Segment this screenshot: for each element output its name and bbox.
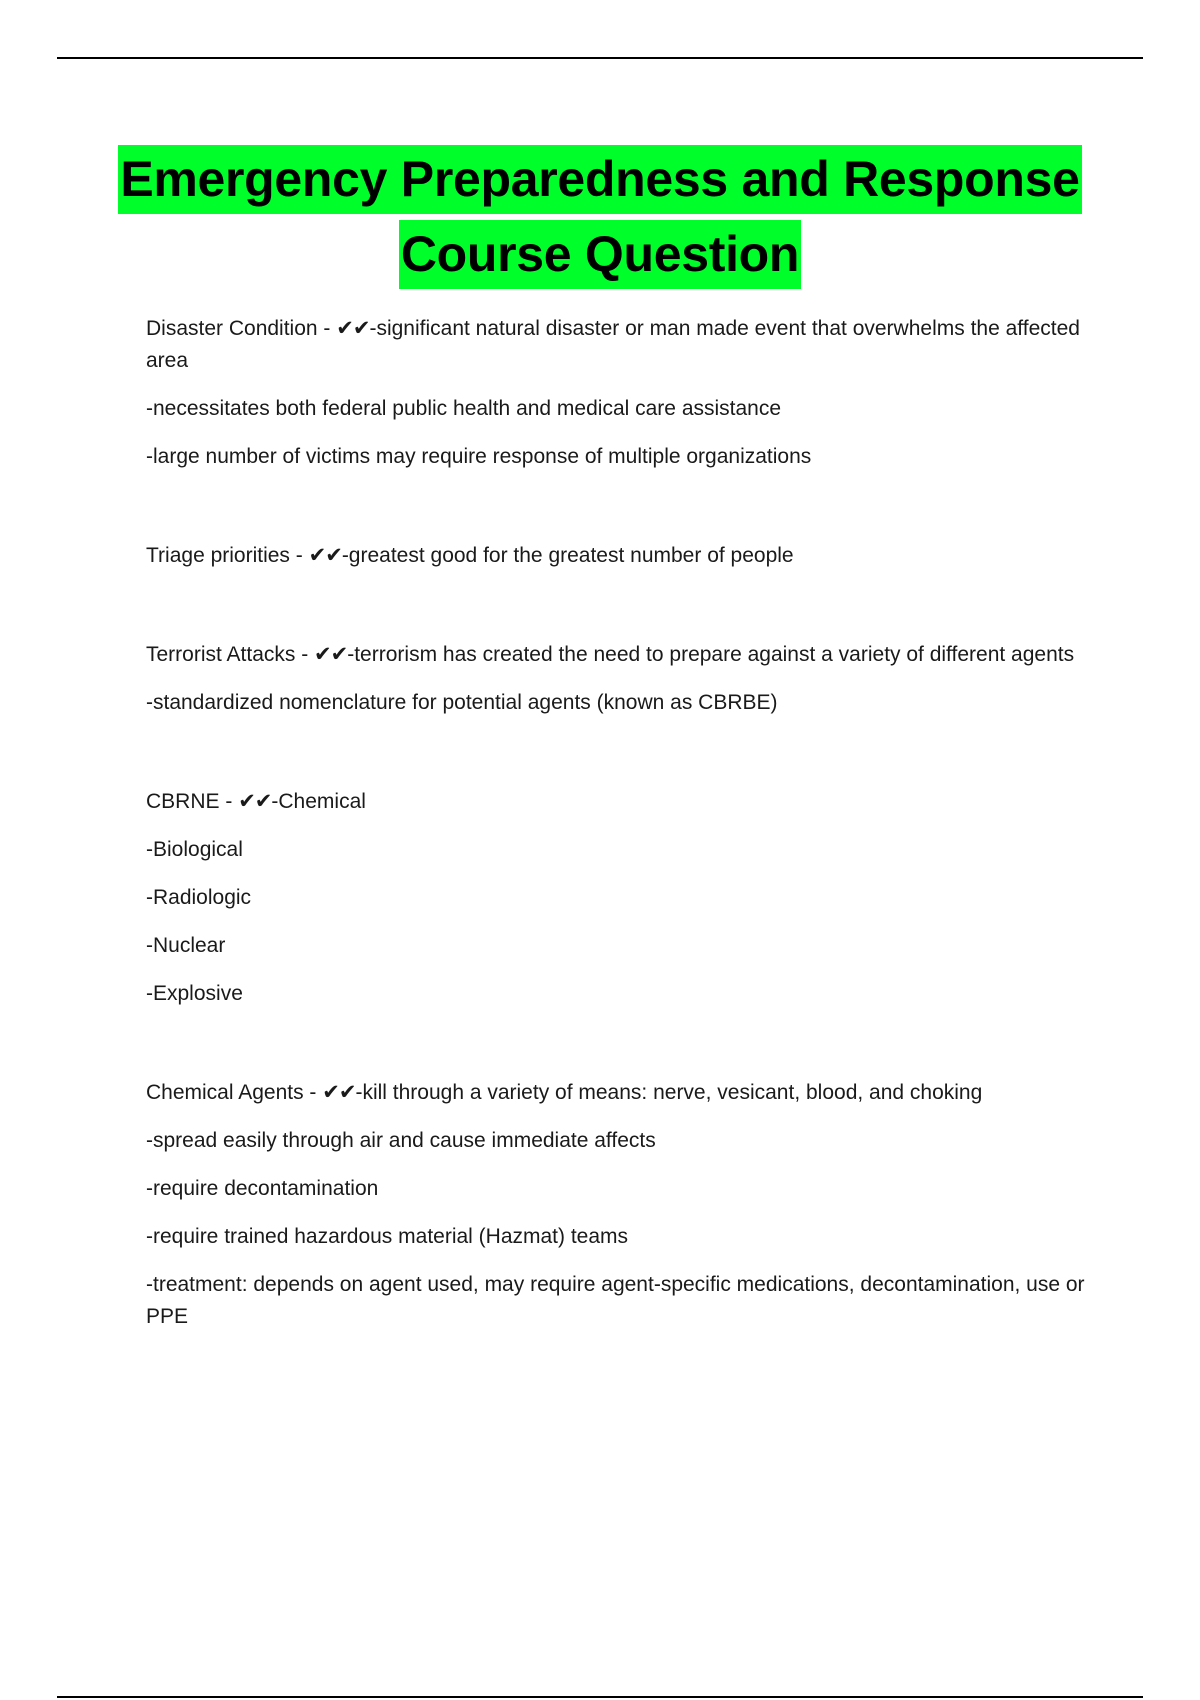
entry-first-line: [146, 785, 1086, 818]
entry-terrorist-attacks: [146, 638, 1086, 719]
title-line-2: Course Question: [399, 220, 801, 289]
entry-line: -Radiologic: [146, 886, 252, 909]
entry-line: -Explosive: [146, 982, 243, 1005]
entry-line: -require trained hazardous material (Hazmat) teams: [146, 1225, 629, 1248]
entry-term: Triage priorities -: [146, 544, 309, 567]
double-check-icon: ✔✔: [336, 316, 370, 340]
entry-term: Disaster Condition -: [146, 317, 337, 340]
entry-triage-priorities: [146, 539, 1086, 572]
entry-line: -necessitates both federal public health and medical care assistance: [146, 397, 782, 420]
entry-line: -standardized nomenclature for potential agents (known as CBRBE): [146, 691, 778, 714]
entry-chemical-agents: [146, 1076, 1086, 1333]
double-check-icon: ✔✔: [308, 543, 342, 567]
entry-term: Terrorist Attacks -: [146, 643, 315, 666]
double-check-icon: ✔✔: [238, 789, 272, 813]
entry-line: -Biological: [146, 838, 243, 861]
top-rule: [57, 57, 1143, 59]
entry-line: -spread easily through air and cause immediate affects: [146, 1129, 656, 1152]
entry-first-line: [146, 1076, 1086, 1109]
double-check-icon: ✔✔: [314, 642, 348, 666]
entry-line: -Nuclear: [146, 934, 226, 957]
double-check-icon: ✔✔: [322, 1080, 356, 1104]
entry-first-line: [146, 638, 1086, 671]
document-title: [0, 145, 1200, 289]
entry-definition: -kill through a variety of means: nerve, vesicant, blood, and choking: [355, 1081, 983, 1104]
entry-term: Chemical Agents -: [146, 1081, 323, 1104]
title-line-1: Emergency Preparedness and Response: [118, 145, 1081, 214]
entry-definition: -greatest good for the greatest number of people: [341, 544, 794, 567]
entry-cbrne: [146, 785, 1086, 1010]
entry-first-line: [146, 312, 1086, 377]
entry-line: -large number of victims may require response of multiple organizations: [146, 445, 812, 468]
entry-definition: -Chemical: [271, 790, 366, 813]
entry-disaster-condition: [146, 312, 1086, 473]
entry-term: CBRNE -: [146, 790, 239, 813]
bottom-rule: [57, 1696, 1143, 1698]
entry-line: -treatment: depends on agent used, may require agent-specific medications, decontamination, use or PPE: [146, 1273, 1085, 1328]
entry-first-line: [146, 539, 1086, 572]
entry-definition: -terrorism has created the need to prepare against a variety of different agents: [347, 643, 1075, 666]
entry-definition: -significant natural disaster or man made event that overwhelms the affected area: [146, 317, 1080, 372]
entry-line: -require decontamination: [146, 1177, 379, 1200]
document-body: [146, 312, 1086, 1399]
